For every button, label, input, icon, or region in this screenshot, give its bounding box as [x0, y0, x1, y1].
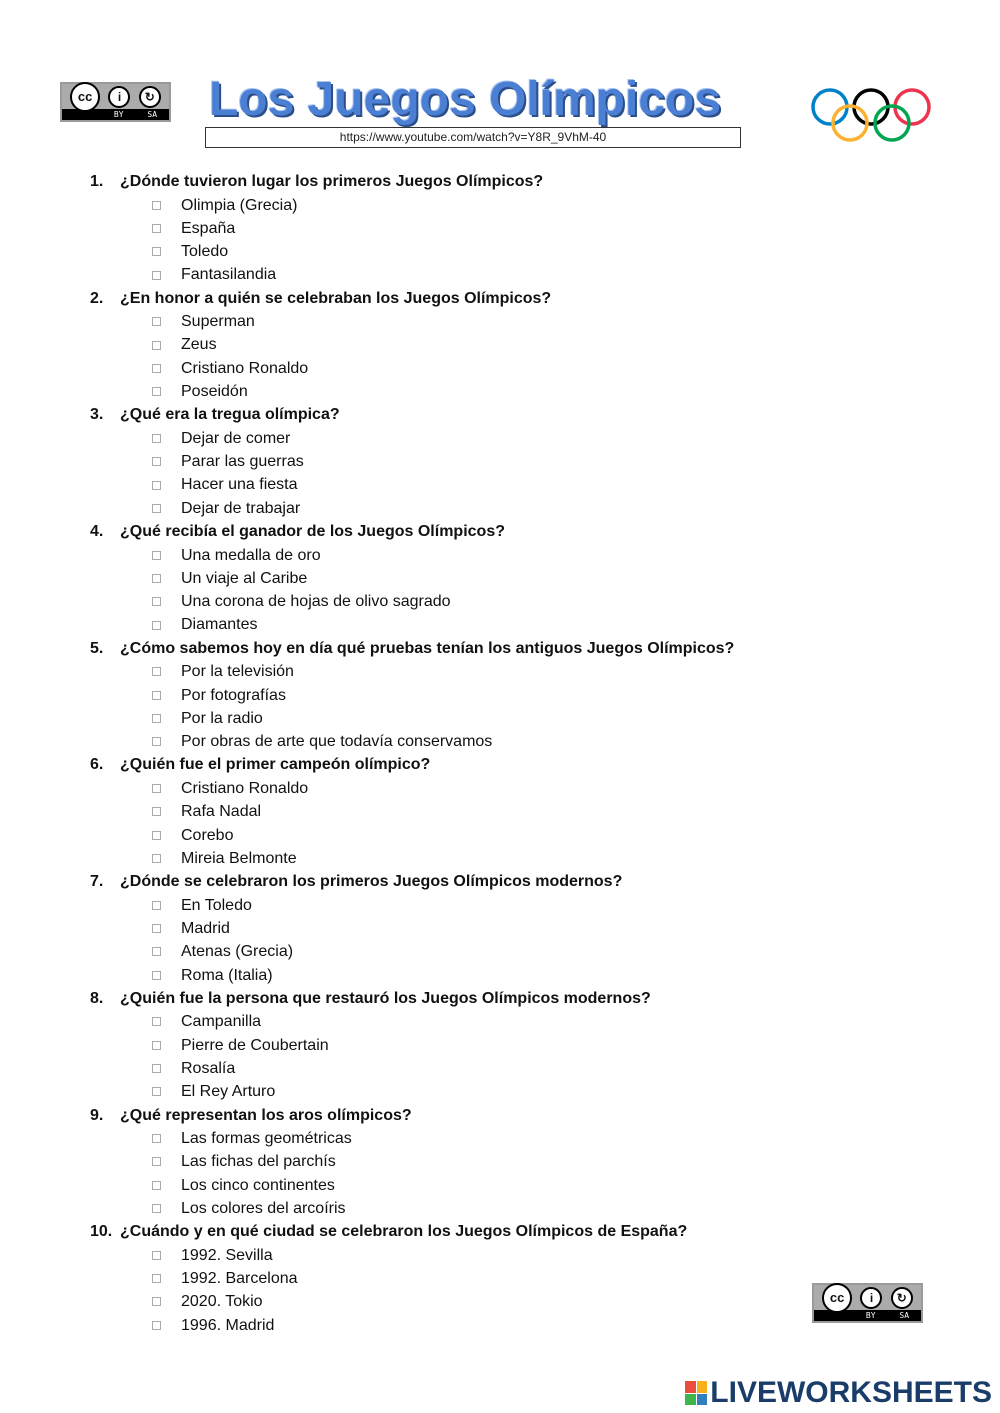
checkbox-icon[interactable]: [152, 1204, 161, 1213]
question-text: ¿Quién fue el primer campeón olímpico?: [120, 756, 431, 774]
question-number: 7.: [90, 873, 104, 891]
checkbox-icon[interactable]: [152, 481, 161, 490]
checkbox-icon[interactable]: [152, 691, 161, 700]
answer-option[interactable]: [90, 800, 950, 823]
question-number: 8.: [90, 989, 104, 1007]
answer-option[interactable]: [90, 1244, 950, 1267]
liveworksheets-logo-icon: [685, 1381, 707, 1405]
question-text: ¿Qué era la tregua olímpica?: [120, 406, 340, 424]
answer-option[interactable]: [90, 357, 950, 380]
question-text: ¿Quién fue la persona que restauró los Juegos Olímpicos modernos?: [120, 989, 651, 1007]
answer-option[interactable]: [90, 1034, 950, 1057]
checkbox-icon[interactable]: [152, 947, 161, 956]
answer-option[interactable]: [90, 590, 950, 613]
question-number: 9.: [90, 1106, 104, 1124]
answer-option-label: Pierre de Coubertain: [181, 1036, 329, 1054]
answer-option-label: Atenas (Grecia): [181, 943, 294, 961]
answer-option-label: Madrid: [181, 919, 230, 937]
answer-option[interactable]: [90, 310, 950, 333]
checkbox-icon[interactable]: [152, 271, 161, 280]
answer-option[interactable]: [90, 450, 950, 473]
checkbox-icon[interactable]: [152, 1321, 161, 1330]
answer-option[interactable]: [90, 1150, 950, 1173]
checkbox-icon[interactable]: [152, 971, 161, 980]
question-text: ¿En honor a quién se celebraban los Juegos Olímpicos?: [120, 289, 552, 307]
answer-option-label: Una medalla de oro: [181, 546, 321, 564]
question-9: [90, 1104, 950, 1128]
answer-option[interactable]: [90, 1174, 950, 1197]
question-text: ¿Dónde se celebraron los primeros Juegos Olímpicos modernos?: [120, 873, 623, 891]
answer-option[interactable]: [90, 427, 950, 450]
question-number: 5.: [90, 639, 104, 657]
answer-option[interactable]: [90, 1080, 950, 1103]
checkbox-icon[interactable]: [152, 364, 161, 373]
answer-option[interactable]: [90, 660, 950, 683]
answer-option[interactable]: [90, 684, 950, 707]
footer-brand[interactable]: [685, 1376, 992, 1410]
answer-option-label: Una corona de hojas de olivo sagrado: [181, 593, 451, 611]
checkbox-icon[interactable]: [152, 807, 161, 816]
license-by-label: BY: [113, 109, 124, 119]
answer-option[interactable]: [90, 473, 950, 496]
answer-option-label: Corebo: [181, 826, 234, 844]
answer-option[interactable]: [90, 940, 950, 963]
checkbox-icon[interactable]: [152, 317, 161, 326]
video-url[interactable]: https://www.youtube.com/watch?v=Y8R_9VhM-40: [205, 127, 741, 148]
checkbox-icon[interactable]: [152, 1041, 161, 1050]
brand-name: LIVEWORKSHEETS: [710, 1376, 992, 1409]
question-3: [90, 403, 950, 427]
question-4: [90, 520, 950, 544]
answer-option[interactable]: [90, 707, 950, 730]
question-1: [90, 170, 950, 194]
answer-option-label: Mireia Belmonte: [181, 849, 297, 867]
cc-license-badge: [60, 82, 171, 122]
question-7: [90, 870, 950, 894]
checkbox-icon[interactable]: [152, 224, 161, 233]
checkbox-icon[interactable]: [152, 341, 161, 350]
checkbox-icon[interactable]: [152, 1134, 161, 1143]
license-sa-label: SA: [899, 1310, 910, 1320]
answer-option-label: En Toledo: [181, 896, 252, 914]
question-text: ¿Cuándo y en qué ciudad se celebraron los Juegos Olímpicos de España?: [120, 1223, 688, 1241]
question-number: 10.: [90, 1223, 113, 1241]
answer-option-label: España: [181, 219, 236, 237]
answer-option[interactable]: [90, 497, 950, 520]
checkbox-icon[interactable]: [152, 1251, 161, 1260]
checkbox-icon[interactable]: [152, 1297, 161, 1306]
answer-option-label: 1996. Madrid: [181, 1316, 275, 1334]
answer-option-label: Rafa Nadal: [181, 803, 262, 821]
answer-option[interactable]: [90, 964, 950, 987]
checkbox-icon[interactable]: [152, 854, 161, 863]
checkbox-icon[interactable]: [152, 504, 161, 513]
question-5: [90, 637, 950, 661]
checkbox-icon[interactable]: [152, 551, 161, 560]
checkbox-icon[interactable]: [152, 667, 161, 676]
checkbox-icon[interactable]: [152, 387, 161, 396]
checkbox-icon[interactable]: [152, 597, 161, 606]
answer-option-label: Poseidón: [181, 383, 248, 401]
answer-option[interactable]: [90, 194, 950, 217]
answer-option[interactable]: [90, 1127, 950, 1150]
question-2: [90, 287, 950, 311]
checkbox-icon[interactable]: [152, 247, 161, 256]
answer-option-label: Por obras de arte que todavía conservamos: [181, 733, 493, 751]
share-alike-icon: ↻: [891, 1287, 913, 1309]
question-text: ¿Qué representan los aros olímpicos?: [120, 1106, 412, 1124]
checkbox-icon[interactable]: [152, 1017, 161, 1026]
answer-option[interactable]: [90, 894, 950, 917]
question-number: 1.: [90, 173, 104, 190]
answer-option-label: Roma (Italia): [181, 966, 273, 984]
question-number: 6.: [90, 756, 104, 774]
answer-option-label: Campanilla: [181, 1013, 262, 1031]
question-list: [90, 170, 950, 1337]
cc-icon: cc: [822, 1283, 852, 1313]
answer-option-label: Por la radio: [181, 709, 263, 727]
answer-option-label: Cristiano Ronaldo: [181, 779, 309, 797]
answer-option[interactable]: [90, 240, 950, 263]
answer-option[interactable]: [90, 824, 950, 847]
checkbox-icon[interactable]: [152, 1274, 161, 1283]
answer-option-label: Dejar de trabajar: [181, 499, 301, 517]
answer-option-label: Diamantes: [181, 616, 258, 634]
answer-option[interactable]: [90, 333, 950, 356]
answer-option-label: Superman: [181, 313, 255, 331]
license-sa-label: SA: [147, 109, 158, 119]
answer-option-label: 1992. Sevilla: [181, 1246, 273, 1264]
checkbox-icon[interactable]: [152, 1181, 161, 1190]
checkbox-icon[interactable]: [152, 714, 161, 723]
answer-option-label: El Rey Arturo: [181, 1083, 276, 1101]
checkbox-icon[interactable]: [152, 901, 161, 910]
checkbox-icon[interactable]: [152, 434, 161, 443]
answer-option-label: Las fichas del parchís: [181, 1153, 336, 1171]
answer-option-label: Rosalía: [181, 1059, 236, 1077]
answer-option[interactable]: [90, 217, 950, 240]
question-6: [90, 753, 950, 777]
question-8: [90, 987, 950, 1011]
checkbox-icon[interactable]: [152, 574, 161, 583]
checkbox-icon[interactable]: [152, 621, 161, 630]
share-alike-icon: ↻: [139, 86, 161, 108]
by-attribution-icon: i: [860, 1287, 882, 1309]
answer-option[interactable]: [90, 847, 950, 870]
answer-option[interactable]: [90, 380, 950, 403]
answer-option[interactable]: [90, 730, 950, 753]
checkbox-icon[interactable]: [152, 784, 161, 793]
answer-option[interactable]: [90, 567, 950, 590]
answer-option[interactable]: [90, 1010, 950, 1033]
by-attribution-icon: i: [108, 86, 130, 108]
answer-option-label: Olimpia (Grecia): [181, 196, 298, 214]
answer-option[interactable]: [90, 544, 950, 567]
olympic-rings-icon: [806, 85, 936, 145]
answer-option-label: Dejar de comer: [181, 429, 291, 447]
answer-option-label: Toledo: [181, 243, 229, 261]
answer-option-label: Fantasilandia: [181, 266, 277, 284]
page-title: Los Juegos Olímpicos: [208, 73, 722, 126]
answer-option[interactable]: [90, 917, 950, 940]
answer-option-label: Hacer una fiesta: [181, 476, 298, 494]
checkbox-icon[interactable]: [152, 1087, 161, 1096]
answer-option[interactable]: [90, 613, 950, 636]
answer-option-label: Los cinco continentes: [181, 1176, 335, 1194]
license-by-label: BY: [865, 1310, 876, 1320]
answer-option[interactable]: [90, 1057, 950, 1080]
question-number: 3.: [90, 406, 104, 424]
answer-option-label: 1992. Barcelona: [181, 1269, 298, 1287]
cc-license-badge-bottom: [812, 1283, 923, 1323]
checkbox-icon[interactable]: [152, 737, 161, 746]
answer-option-label: Un viaje al Caribe: [181, 569, 308, 587]
question-text: ¿Cómo sabemos hoy en día qué pruebas tenían los antiguos Juegos Olímpicos?: [120, 639, 735, 657]
answer-option-label: Zeus: [181, 336, 217, 354]
question-number: 4.: [90, 523, 104, 541]
question-number: 2.: [90, 289, 104, 307]
answer-option-label: Parar las guerras: [181, 453, 304, 471]
question-10: [90, 1220, 950, 1244]
answer-option[interactable]: [90, 777, 950, 800]
answer-option-label: Cristiano Ronaldo: [181, 359, 309, 377]
question-text: ¿Dónde tuvieron lugar los primeros Juegos Olímpicos?: [120, 173, 544, 190]
answer-option-label: Los colores del arcoíris: [181, 1199, 346, 1217]
cc-icon: cc: [70, 82, 100, 112]
checkbox-icon[interactable]: [152, 201, 161, 210]
answer-option-label: Por la televisión: [181, 663, 294, 681]
answer-option[interactable]: [90, 1197, 950, 1220]
checkbox-icon[interactable]: [152, 1157, 161, 1166]
checkbox-icon[interactable]: [152, 831, 161, 840]
answer-option-label: 2020. Tokio: [181, 1293, 263, 1311]
checkbox-icon[interactable]: [152, 924, 161, 933]
answer-option-label: Por fotografías: [181, 686, 286, 704]
checkbox-icon[interactable]: [152, 1064, 161, 1073]
question-text: ¿Qué recibía el ganador de los Juegos Olímpicos?: [120, 523, 505, 541]
answer-option-label: Las formas geométricas: [181, 1130, 352, 1147]
answer-option[interactable]: [90, 263, 950, 286]
checkbox-icon[interactable]: [152, 457, 161, 466]
